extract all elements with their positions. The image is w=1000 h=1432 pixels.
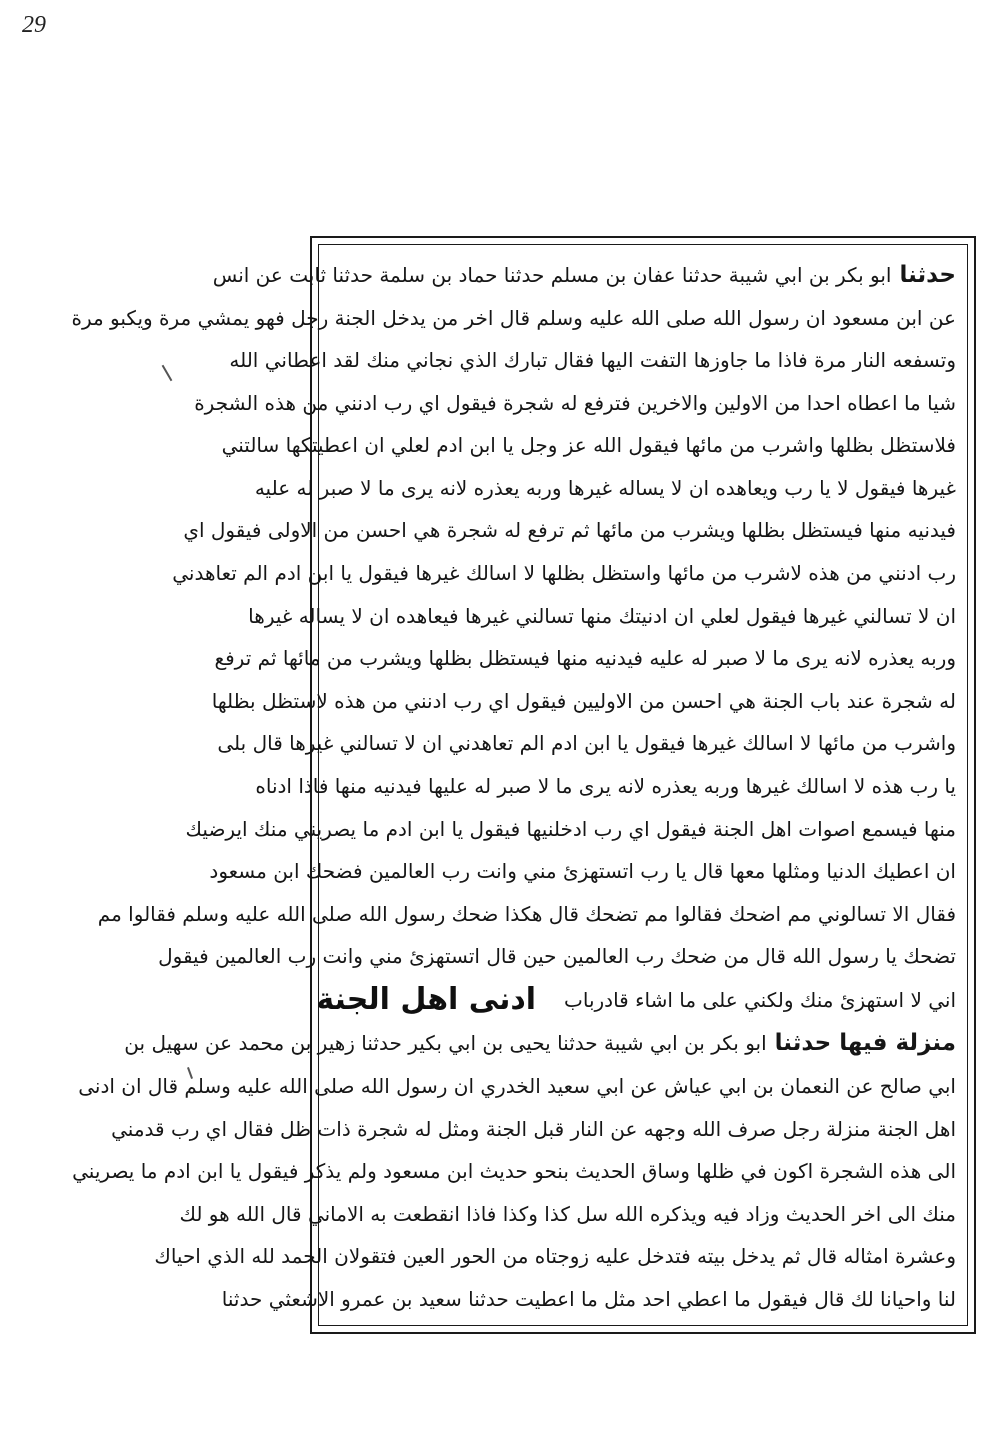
text-line [254, 469, 956, 507]
text-line [183, 511, 956, 549]
line-text: ابي صالح عن النعمان بن ابي عياش عن ابي سعيد الخدري ان رسول الله صلى الله عليه وسلم قال ان ادنى [78, 1073, 956, 1098]
line-text: له شجرة عند باب الجنة هي احسن من الاوليين فيقول اي رب ادنني من هذه لاستظل بظلها [211, 688, 956, 713]
chapter-heading: ادنى اهل الجنة [316, 981, 537, 1017]
rubric-word: منزلة فيها حدثنا [774, 1030, 956, 1057]
line-text: ابو بكر بن ابي شيبة حدثنا يحيى بن ابي بكير حدثنا زهير بن محمد عن سهيل بن [124, 1031, 767, 1056]
text-line [229, 341, 956, 379]
text-line [154, 1237, 956, 1275]
line-text: ان لا تسالني غيرها فيقول لعلي ان ادنيتك منها تسالني غيرها فيعاهده ان لا يساله غيرها [248, 603, 956, 628]
text-line [179, 1195, 956, 1233]
chapter-heading-line [316, 980, 956, 1020]
text-line [185, 810, 956, 848]
line-text: رب ادنني من هذه لاشرب من مائها واستظل بظلها لا اسالك غيرها فيقول يا ابن ادم الم تعاهدني [172, 561, 956, 586]
line-text: عن ابن مسعود ان رسول الله صلى الله عليه وسلم قال اخر من يدخل الجنة رجل فهو يمشي مرة ويكبو مرة [71, 305, 956, 330]
line-text: اني لا استهزئ منك ولكني على ما اشاء قادر [594, 987, 956, 1012]
text-line [111, 1110, 956, 1148]
line-text: فقال الا تسالوني مم اضحك فقالوا مم تضحك قال هكذا ضحك رسول الله صلى الله عليه وسلم فقالوا مم [97, 901, 956, 926]
line-text: غيرها فيقول لا يا رب ويعاهده ان لا يساله غيرها وربه يعذره لانه يرى ما لا صبر له عليه [254, 475, 956, 500]
text-line [78, 1067, 956, 1105]
text-line [124, 1024, 956, 1062]
text-line [217, 724, 956, 762]
line-text: لنا واحيانا لك قال فيقول ما اعطي احد مثل ما اعطيت حدثنا سعيد بن عمرو الاشعثي حدثنا [221, 1286, 956, 1311]
text-line [209, 852, 956, 890]
text-line [72, 1152, 956, 1190]
text-line [158, 937, 956, 975]
text-line [211, 682, 956, 720]
line-text: ابو بكر بن ابي شيبة حدثنا عفان بن مسلم حدثنا حماد بن سلمة حدثنا ثابت عن انس [212, 263, 892, 287]
bab-word: باب [564, 987, 595, 1012]
line-text: ان اعطيك الدنيا ومثلها معها قال يا رب اتستهزئ مني وانت رب العالمين فضحك ابن مسعود [209, 859, 956, 884]
line-text: فلاستظل بظلها واشرب من مائها فيقول الله عز وجل يا ابن ادم لعلي ان اعطيتكها سالتني [221, 433, 956, 458]
line-text: واشرب من مائها لا اسالك غيرها فيقول يا ابن ادم الم تعاهدني ان لا تسالني غيرها قال بلى [217, 731, 956, 756]
folio-number: 29 [22, 12, 46, 38]
line-text: يا رب هذه لا اسالك غيرها وربه يعذره لانه يرى ما لا صبر له عليها فيدنيه منها فاذا ادناه [255, 773, 956, 798]
text-line [71, 299, 956, 337]
text-line [212, 256, 956, 294]
line-text: اهل الجنة منزلة رجل صرف الله وجهه عن النار قبل الجنة ومثل له شجرة ذات ظل فقال اي رب قدمني [111, 1116, 956, 1141]
stray-ink-mark [162, 365, 173, 382]
line-text: منها فيسمع اصوات اهل الجنة فيقول اي رب ادخلنيها فيقول يا ابن ادم ما يصريني منك ايرضيك [185, 816, 956, 841]
text-line [214, 639, 956, 677]
line-text: الى هذه الشجرة اكون في ظلها وساق الحديث بنحو حديث ابن مسعود ولم يذكر فيقول يا ابن ادم ما يصريني [72, 1159, 956, 1184]
text-line [221, 1280, 956, 1318]
text-line [221, 426, 956, 464]
line-text: فيدنيه منها فيستظل بظلها ويشرب من مائها ثم ترفع له شجرة هي احسن من الاولى فيقول اي [183, 518, 956, 543]
rubric-word: حدثنا [899, 262, 956, 288]
line-text: منك الى اخر الحديث وزاد فيه ويذكره الله سل كذا وكذا فاذا انقطعت به الاماني قال الله هو لك [179, 1201, 956, 1226]
text-line [255, 767, 956, 805]
line-text: تضحك يا رسول الله قال من ضحك رب العالمين حين قال اتستهزئ مني وانت رب العالمين فيقول [158, 944, 956, 969]
text-line [248, 597, 956, 635]
line-text: وتسفعه النار مرة فاذا ما جاوزها التفت اليها فقال تبارك الذي نجاني منك لقد اعطاني الله [229, 348, 956, 373]
line-text: وربه يعذره لانه يرى ما لا صبر له عليه فيدنيه منها فيستظل بظلها ويشرب من مائها ثم ترفع [214, 646, 956, 671]
manuscript-text-block [71, 256, 956, 1318]
text-line [97, 895, 956, 933]
text-line [172, 554, 956, 592]
text-line [194, 384, 956, 422]
line-text: وعشرة امثاله قال ثم يدخل بيته فتدخل عليه زوجتاه من الحور العين فتقولان الحمد لله الذي احياك [154, 1244, 956, 1269]
line-text: شيا ما اعطاه احدا من الاولين والاخرين فترفع له شجرة فيقول اي رب ادنني من هذه الشجرة [194, 390, 956, 415]
